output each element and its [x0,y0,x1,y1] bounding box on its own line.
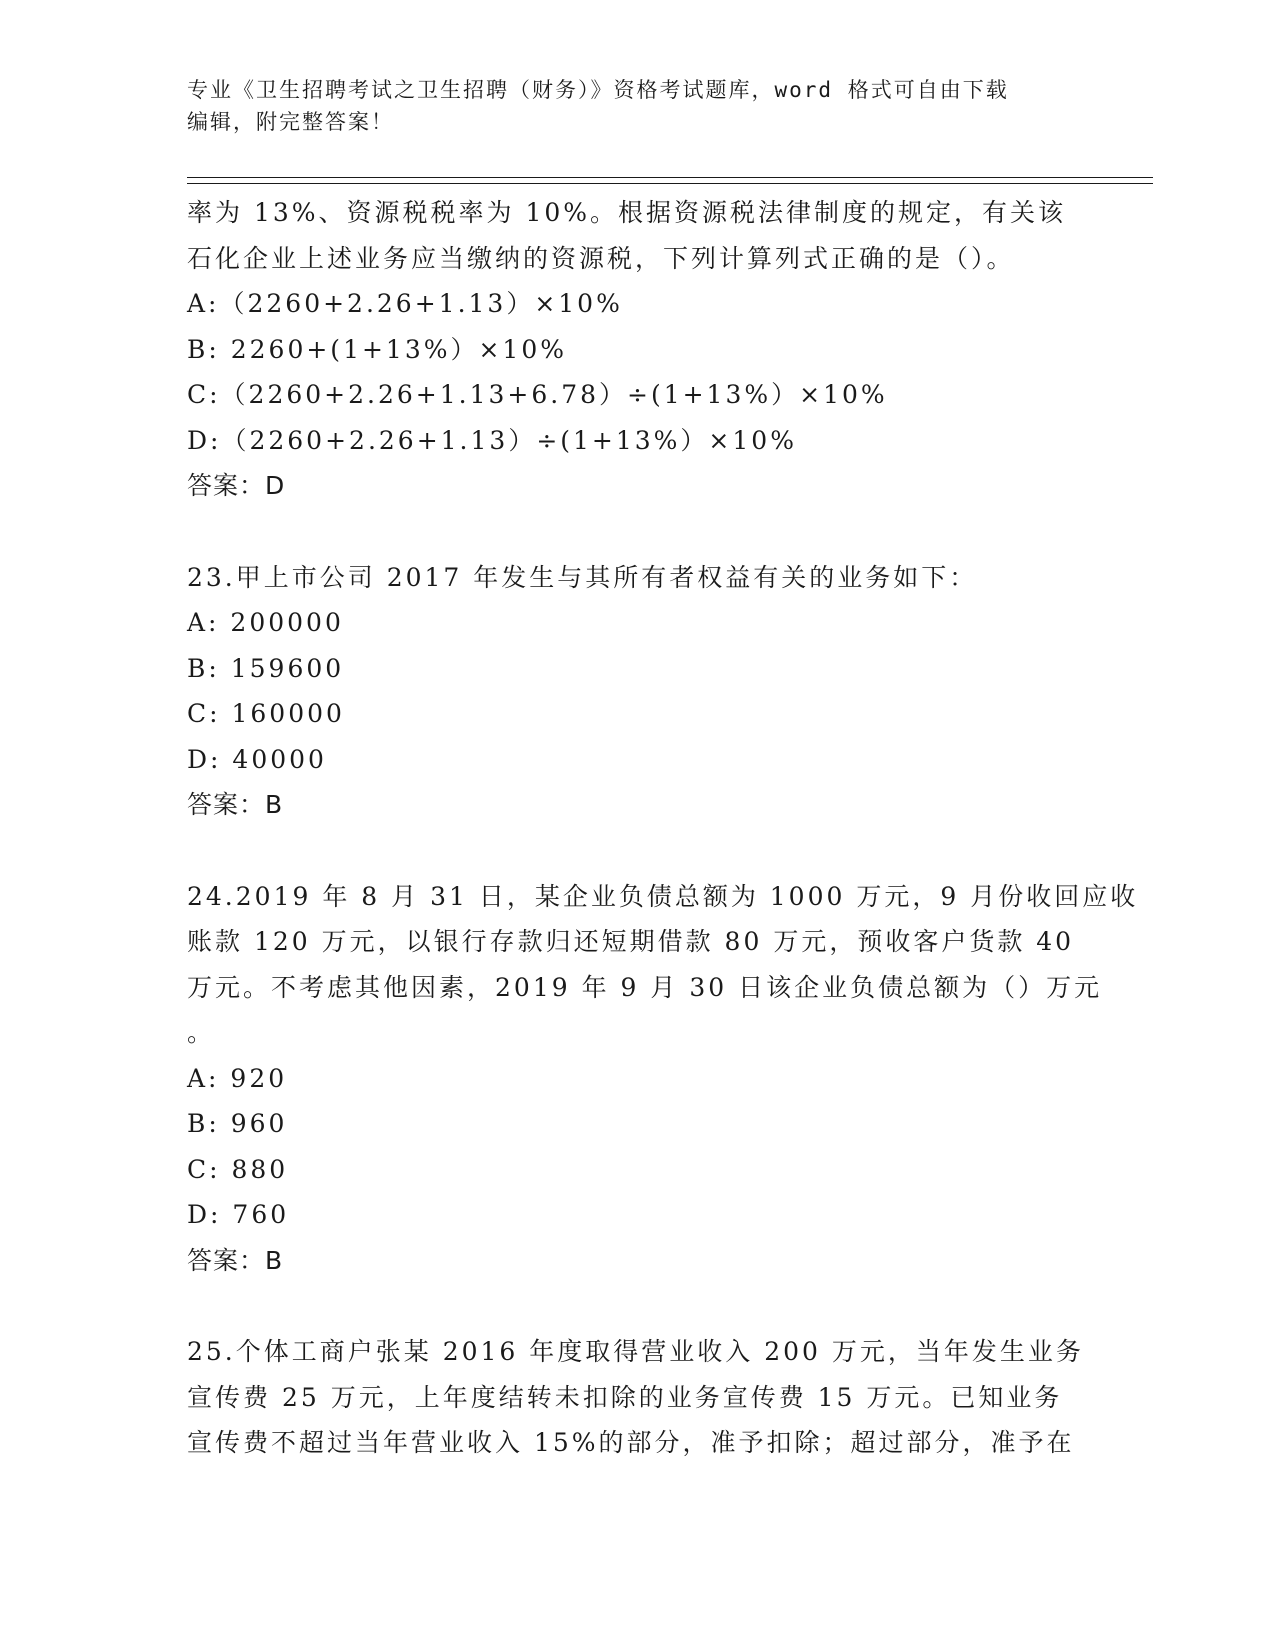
question-23 [187,555,1087,828]
option-a: A: 920 [187,1063,288,1093]
header-line-1: 专业《卫生招聘考试之卫生招聘（财务）》资格考试题库，word 格式可自由下载 [187,78,1009,102]
answer-label: 答案：B [187,790,284,819]
answer-label: 答案：D [187,471,286,500]
answer-label: 答案：B [187,1245,284,1275]
document-body [187,190,1139,1466]
question-stem-line: 23.甲上市公司 2017 年发生与其所有者权益有关的业务如下： [187,562,978,592]
option-b: B: 960 [187,1109,288,1138]
option-c: C:（2260+2.26+1.13+6.78）÷(1+13%）×10% [187,380,888,409]
option-d: D: 40000 [187,744,327,774]
document-header [187,74,1067,138]
question-stem-line: 账款 120 万元，以银行存款归还短期借款 80 万元，预收客户货款 40 [187,927,1075,956]
option-a: A: 200000 [187,608,344,637]
header-rule-top [187,177,1153,178]
option-c: C: 880 [187,1154,289,1184]
header-rule-bottom [187,183,1153,184]
option-d: D: 760 [187,1200,290,1229]
question-stem-line: 宣传费不超过当年营业收入 15%的部分，准予扣除；超过部分，准予在 [187,1428,1075,1457]
question-24 [187,874,1139,1284]
header-line-2: 编辑，附完整答案！ [187,110,394,134]
question-stem-line: 。 [187,1018,216,1047]
option-d: D:（2260+2.26+1.13）÷(1+13%）×10% [187,425,797,455]
question-stem-line: 石化企业上述业务应当缴纳的资源税，下列计算列式正确的是（）。 [187,243,1015,273]
question-stem-line: 24.2019 年 8 月 31 日，某企业负债总额为 1000 万元，9 月份收回应收 [187,881,1139,911]
question-25 [187,1329,1087,1466]
option-b: B: 2260+(1+13%）×10% [187,334,567,364]
question-22 [187,190,1087,509]
question-stem-line: 25.个体工商户张某 2016 年度取得营业收入 200 万元，当年发生业务 [187,1337,1084,1366]
question-stem-line: 万元。不考虑其他因素，2019 年 9 月 30 日该企业负债总额为（）万元 [187,972,1103,1002]
question-stem-line: 率为 13%、资源税税率为 10%。根据资源税法律制度的规定，有关该 [187,198,1067,227]
question-stem-line: 宣传费 25 万元，上年度结转未扣除的业务宣传费 15 万元。已知业务 [187,1382,1063,1412]
option-b: B: 159600 [187,653,345,683]
option-a: A:（2260+2.26+1.13）×10% [187,289,623,318]
option-c: C: 160000 [187,699,345,728]
